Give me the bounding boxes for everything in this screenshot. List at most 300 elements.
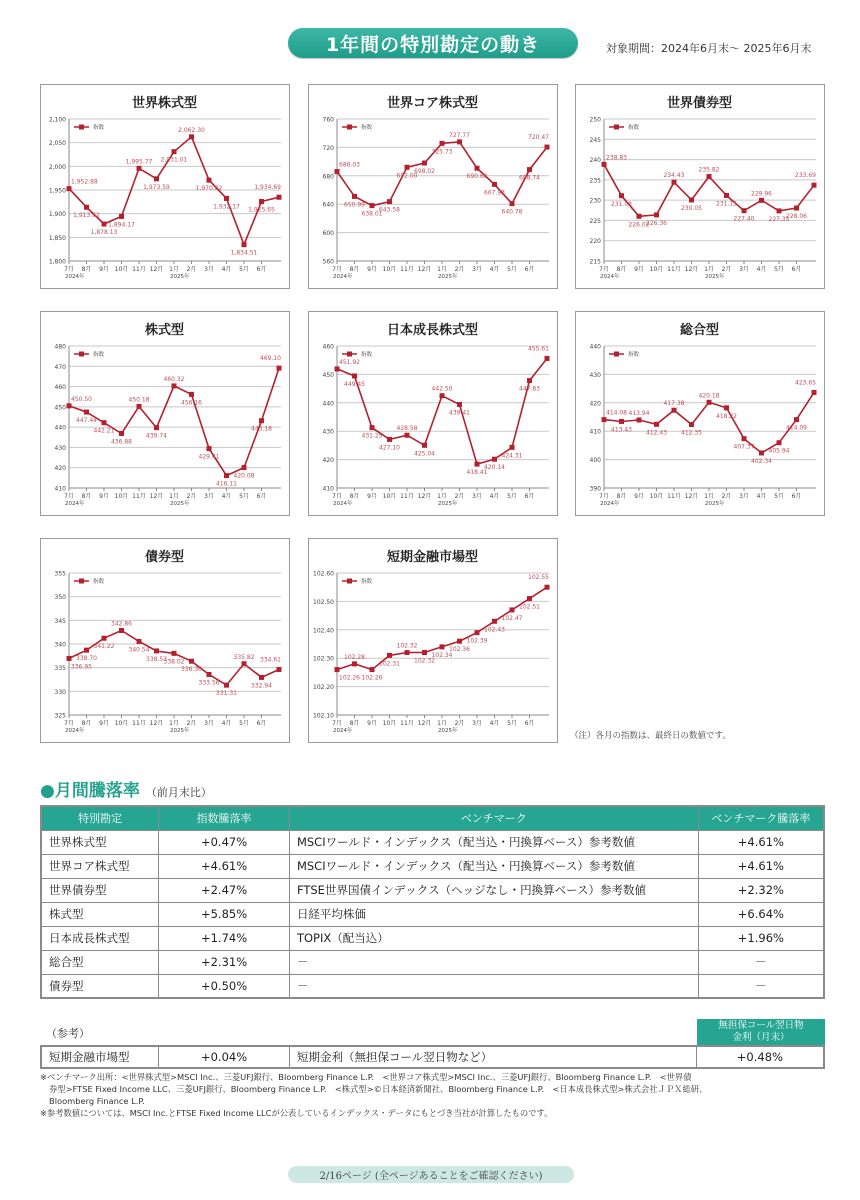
benchmark-name: － [289, 974, 698, 998]
y-tick-label: 560 [322, 258, 334, 266]
x-tick-label: 7月 [64, 493, 74, 500]
value-label: 424.31 [501, 452, 523, 460]
y-tick-label: 2,050 [48, 140, 66, 148]
value-label: 431.25 [361, 432, 383, 440]
data-point [224, 683, 229, 688]
table-row [41, 878, 824, 902]
svg-text:2025年: 2025年 [170, 274, 190, 280]
data-point [759, 450, 764, 455]
data-point [137, 166, 142, 171]
chart-title: 株式型 [144, 323, 185, 338]
value-label: 227.40 [733, 215, 755, 223]
y-tick-label: 450 [54, 404, 66, 412]
value-label: 235.82 [698, 166, 720, 174]
data-point [812, 390, 817, 395]
value-label: 451.92 [339, 358, 360, 366]
x-tick-label: 2月 [721, 493, 732, 500]
chart-note: （注）各月の指数は、最終日の数値です。 [570, 731, 731, 741]
value-label: 690.68 [466, 173, 488, 181]
fund-name: 債券型 [41, 974, 159, 998]
chart-world-equity [40, 84, 290, 289]
svg-text:2024年: 2024年 [333, 501, 353, 507]
y-tick-label: 102.40 [313, 627, 334, 635]
value-label: 229.96 [751, 190, 772, 198]
data-point [242, 242, 247, 247]
value-label: 640.78 [501, 208, 523, 216]
y-tick-label: 600 [322, 230, 334, 238]
data-point [277, 667, 282, 672]
data-point [457, 402, 462, 407]
x-tick-label: 11月 [667, 493, 681, 500]
benchmark-rate: － [698, 950, 824, 974]
reference-label: （参考） [46, 1027, 90, 1040]
x-tick-label: 7月 [332, 720, 342, 727]
x-tick-label: 11月 [400, 493, 414, 500]
data-point [689, 197, 694, 202]
benchmark-rate: +2.32% [698, 878, 824, 902]
value-label: 226.36 [646, 219, 667, 227]
x-tick-label: 9月 [99, 720, 109, 727]
value-label: 447.44 [76, 417, 97, 425]
data-point [207, 672, 212, 677]
x-tick-label: 12月 [684, 493, 699, 500]
data-point [527, 167, 532, 172]
fund-rate: +4.61% [159, 854, 290, 878]
x-tick-label: 1月 [437, 266, 447, 273]
chart-title: 世界株式型 [131, 96, 198, 111]
value-label: 342.86 [111, 620, 132, 628]
benchmark-name: 日経平均株価 [289, 902, 698, 926]
value-label: 1,894.17 [108, 221, 135, 229]
data-point [119, 628, 124, 633]
value-label: 429.41 [198, 453, 220, 461]
data-point [707, 174, 712, 179]
fund-name: 総合型 [41, 950, 159, 974]
benchmark-name: MSCIワールド・インデックス（配当込・円換算ベース）参考数値 [289, 854, 698, 878]
y-tick-label: 340 [54, 641, 66, 649]
value-label: 413.43 [611, 426, 632, 434]
y-tick-label: 680 [322, 173, 334, 181]
data-point [259, 199, 264, 204]
x-tick-label: 6月 [791, 493, 802, 500]
reference-header-line1: 無担保コール翌日物 [718, 1020, 804, 1031]
chart-title: 世界債券型 [666, 96, 733, 111]
x-tick-label: 4月 [756, 493, 767, 500]
chart-title: 短期金融市場型 [386, 550, 479, 565]
value-label: 102.26 [339, 674, 360, 682]
x-tick-label: 7月 [599, 266, 609, 273]
value-label: 102.32 [396, 642, 418, 650]
value-label: 338.53 [146, 655, 167, 663]
legend-label: 指数 [361, 352, 373, 358]
x-tick-label: 11月 [132, 266, 146, 273]
data-point [335, 366, 340, 371]
svg-text:2025年: 2025年 [438, 274, 458, 280]
line-chart-svg [576, 312, 823, 514]
y-tick-label: 410 [54, 485, 66, 493]
y-tick-label: 350 [54, 594, 66, 602]
data-point [724, 193, 729, 198]
table-header-row [41, 806, 824, 830]
table-row [41, 926, 824, 950]
value-label: 725.73 [431, 148, 453, 156]
x-tick-label: 3月 [739, 493, 749, 500]
x-tick-label: 2月 [454, 720, 465, 727]
value-label: 427.10 [379, 444, 400, 452]
y-tick-label: 450 [322, 371, 334, 379]
svg-text:2024年: 2024年 [600, 501, 620, 507]
chart-balanced [575, 311, 825, 516]
benchmark-name: TOPIX（配当込） [289, 926, 698, 950]
benchmark-rate: +6.64% [698, 902, 824, 926]
value-label: 102.55 [528, 574, 549, 582]
value-label: 102.51 [519, 603, 540, 611]
footnote-line: ※参考数値については、MSCI Inc.とFTSE Fixed Income LLCが公表しているインデックス・データにもとづき当社が計算したものです。 [40, 1108, 553, 1118]
data-point [742, 436, 747, 441]
svg-text:2024年: 2024年 [65, 501, 85, 507]
line-chart-svg [41, 85, 288, 287]
reference-table [40, 1045, 825, 1069]
benchmark-rate: +1.96% [698, 926, 824, 950]
legend-label: 指数 [93, 125, 105, 131]
value-label: 402.34 [751, 457, 772, 465]
data-point [387, 437, 392, 442]
x-tick-label: 12月 [417, 266, 432, 273]
svg-text:2024年: 2024年 [65, 728, 85, 734]
reference-header-line2: 金利（月末） [732, 1032, 790, 1043]
x-tick-label: 11月 [667, 266, 681, 273]
fund-name: 株式型 [41, 902, 159, 926]
footnote-line: ※ベンチマーク出所：<世界株式型>MSCI Inc.、三菱UFJ銀行、Bloomberg Finance L.P. <世界コア株式型>MSCI Inc.、三菱UFJ銀行、Bloomberg Finance L.P. <世界債 [40, 1072, 692, 1082]
value-label: 423.65 [795, 379, 816, 387]
x-tick-label: 11月 [132, 720, 146, 727]
value-label: 338.70 [76, 655, 97, 663]
value-label: 336.95 [71, 663, 92, 671]
chart-title: 世界コア株式型 [386, 96, 479, 111]
fund-name: 日本成長株式型 [41, 926, 159, 950]
value-label: 102.28 [344, 653, 365, 661]
chart-world-core-equity [308, 84, 558, 289]
legend-label: 指数 [361, 579, 373, 585]
value-label: 102.26 [361, 674, 383, 682]
x-tick-label: 4月 [489, 720, 500, 727]
x-tick-label: 12月 [417, 493, 432, 500]
x-tick-label: 3月 [204, 720, 214, 727]
svg-text:2025年: 2025年 [705, 274, 725, 280]
value-label: 1,995.77 [125, 158, 153, 166]
value-label: 698.02 [414, 168, 435, 176]
data-point [510, 607, 515, 612]
x-tick-label: 4月 [221, 266, 232, 273]
y-tick-label: 470 [54, 363, 66, 371]
x-tick-label: 10月 [649, 493, 664, 500]
fund-rate: +2.47% [159, 878, 290, 902]
y-tick-label: 440 [54, 424, 66, 432]
y-tick-label: 355 [54, 570, 66, 578]
footnote-line: Bloomberg Finance L.P. [49, 1096, 145, 1106]
y-tick-label: 102.60 [313, 570, 334, 578]
chart-world-bond [575, 84, 825, 289]
data-point [602, 162, 607, 167]
x-tick-label: 10月 [649, 266, 664, 273]
data-point [422, 443, 427, 448]
fund-name: 短期金融市場型 [41, 1046, 159, 1068]
x-tick-label: 3月 [472, 493, 482, 500]
value-label: 428.58 [396, 425, 418, 433]
y-tick-label: 225 [589, 217, 601, 225]
value-label: 456.16 [181, 399, 202, 407]
data-point [189, 134, 194, 139]
x-tick-label: 9月 [634, 493, 644, 500]
chart-bond [40, 538, 290, 743]
data-point [440, 393, 445, 398]
table-row [41, 950, 824, 974]
data-point [672, 408, 677, 413]
data-point [67, 403, 72, 408]
y-tick-label: 2,000 [48, 163, 66, 171]
value-label: 447.83 [519, 385, 540, 393]
fund-name: 世界コア株式型 [41, 854, 159, 878]
value-label: 643.58 [379, 206, 400, 214]
value-label: 1,932.17 [213, 203, 240, 211]
fund-rate: +5.85% [159, 902, 290, 926]
data-point [84, 205, 89, 210]
data-point [259, 675, 264, 680]
data-point [387, 653, 392, 658]
data-point [777, 440, 782, 445]
value-label: 231.15 [716, 200, 737, 208]
line-chart-svg [309, 85, 556, 287]
page-title: 1年間の特別勘定の動き [288, 28, 578, 58]
data-point [724, 405, 729, 410]
value-label: 1,878.13 [90, 229, 118, 237]
x-tick-label: 1月 [437, 720, 447, 727]
data-point [335, 169, 340, 174]
y-tick-label: 2,100 [48, 116, 66, 124]
y-tick-label: 760 [322, 116, 334, 124]
value-label: 405.94 [768, 447, 790, 455]
value-label: 412.43 [646, 429, 667, 437]
data-point [154, 648, 159, 653]
monthly-subtitle: （前月末比） [145, 786, 212, 799]
x-tick-label: 4月 [489, 266, 500, 273]
y-tick-label: 330 [54, 688, 66, 696]
x-tick-label: 8月 [349, 493, 360, 500]
y-tick-label: 420 [589, 400, 601, 408]
chart-equity [40, 311, 290, 516]
chart-money-market [308, 538, 558, 743]
data-point [277, 366, 282, 371]
data-point [137, 404, 142, 409]
value-label: 414.08 [606, 409, 627, 417]
value-label: 227.35 [768, 215, 790, 223]
data-point [510, 445, 515, 450]
y-tick-label: 1,900 [48, 211, 66, 219]
x-tick-label: 3月 [472, 720, 482, 727]
data-point [405, 165, 410, 170]
benchmark-name: FTSE世界国債インデックス（ヘッジなし・円換算ベース）参考数値 [289, 878, 698, 902]
legend-label: 指数 [628, 125, 640, 131]
fund-rate: +0.04% [159, 1046, 290, 1068]
x-tick-label: 1月 [704, 266, 714, 273]
x-tick-label: 8月 [349, 720, 360, 727]
value-label: 439.41 [449, 409, 470, 417]
x-tick-label: 10月 [382, 266, 397, 273]
value-label: 228.06 [786, 213, 807, 221]
data-point [189, 392, 194, 397]
data-point [689, 422, 694, 427]
x-tick-label: 11月 [132, 493, 146, 500]
data-point [812, 183, 817, 188]
value-label: 1,834.51 [230, 249, 258, 257]
value-label: 1,952.88 [71, 178, 98, 186]
y-tick-label: 235 [589, 177, 601, 185]
x-tick-label: 6月 [256, 266, 267, 273]
data-point [707, 400, 712, 405]
x-tick-label: 8月 [81, 266, 92, 273]
y-tick-label: 430 [322, 428, 334, 436]
y-tick-label: 1,950 [48, 187, 66, 195]
y-tick-label: 335 [54, 665, 66, 673]
x-tick-label: 2月 [454, 493, 465, 500]
value-label: 341.22 [93, 643, 115, 651]
header-benchmark-rate: ベンチマーク騰落率 [698, 806, 824, 830]
data-point [794, 206, 799, 211]
y-tick-label: 420 [54, 465, 66, 473]
value-label: 226.02 [628, 221, 650, 229]
chart-title: 債券型 [144, 550, 185, 565]
value-label: 420.08 [233, 472, 255, 480]
x-tick-label: 10月 [114, 720, 129, 727]
y-tick-label: 460 [54, 384, 66, 392]
value-label: 234.43 [663, 172, 685, 180]
x-tick-label: 7月 [64, 266, 74, 273]
data-point [777, 208, 782, 213]
x-tick-label: 5月 [239, 493, 249, 500]
table-row [41, 854, 824, 878]
x-tick-label: 5月 [239, 266, 249, 273]
x-tick-label: 2月 [186, 266, 197, 273]
x-tick-label: 8月 [81, 493, 92, 500]
value-label: 450.50 [71, 395, 92, 403]
value-label: 413.94 [628, 410, 650, 418]
x-tick-label: 10月 [114, 266, 129, 273]
y-tick-label: 410 [589, 428, 601, 436]
x-tick-label: 5月 [507, 266, 517, 273]
period-label: 対象期間：2024年6月末～ 2025年6月末 [606, 42, 812, 55]
x-tick-label: 4月 [756, 266, 767, 273]
value-label: 412.35 [681, 429, 702, 437]
data-point [405, 433, 410, 438]
value-label: 333.56 [198, 679, 220, 687]
table-row [41, 1046, 824, 1068]
data-point [352, 194, 357, 199]
x-tick-label: 12月 [417, 720, 432, 727]
x-tick-label: 12月 [149, 720, 164, 727]
value-label: 418.22 [716, 412, 737, 420]
data-point [172, 383, 177, 388]
fund-rate: +0.50% [159, 974, 290, 998]
table-row [41, 830, 824, 854]
x-tick-label: 3月 [739, 266, 749, 273]
y-tick-label: 240 [589, 157, 601, 165]
x-tick-label: 11月 [400, 266, 414, 273]
fund-rate: +2.31% [159, 950, 290, 974]
header-fund: 特別勘定 [41, 806, 159, 830]
data-point [119, 214, 124, 219]
x-tick-label: 12月 [149, 266, 164, 273]
data-point [370, 667, 375, 672]
value-label: 332.94 [251, 682, 272, 690]
data-point [637, 418, 642, 423]
x-tick-label: 2月 [721, 266, 732, 273]
value-label: 102.47 [501, 614, 523, 622]
value-label: 455.61 [528, 345, 549, 353]
x-tick-label: 8月 [349, 266, 360, 273]
data-point [742, 208, 747, 213]
data-point [759, 198, 764, 203]
data-point [545, 145, 550, 150]
x-tick-label: 5月 [239, 720, 249, 727]
y-tick-label: 245 [589, 136, 601, 144]
x-tick-label: 7月 [64, 720, 74, 727]
data-point [259, 418, 264, 423]
data-point [527, 596, 532, 601]
svg-text:2025年: 2025年 [170, 728, 190, 734]
value-label: 720.47 [528, 134, 549, 142]
x-tick-label: 10月 [382, 720, 397, 727]
value-label: 331.31 [216, 690, 237, 698]
data-point [475, 462, 480, 467]
data-point [154, 176, 159, 181]
y-tick-label: 640 [322, 201, 334, 209]
value-label: 102.39 [466, 637, 488, 645]
value-label: 436.88 [111, 438, 132, 446]
data-point [492, 619, 497, 624]
data-point [422, 650, 427, 655]
value-label: 420.18 [698, 392, 720, 400]
y-tick-label: 345 [54, 617, 66, 625]
value-label: 407.37 [733, 443, 755, 451]
y-tick-label: 325 [54, 712, 66, 720]
x-tick-label: 6月 [524, 266, 535, 273]
value-label: 449.45 [344, 380, 365, 388]
x-tick-label: 8月 [81, 720, 92, 727]
x-tick-label: 6月 [524, 720, 535, 727]
value-label: 416.11 [216, 480, 237, 488]
line-chart-svg [309, 539, 556, 741]
x-tick-label: 6月 [256, 493, 267, 500]
x-tick-label: 1月 [169, 266, 179, 273]
data-point [277, 195, 282, 200]
value-label: 417.38 [663, 400, 685, 408]
value-label: 102.43 [484, 626, 505, 634]
x-tick-label: 2月 [186, 720, 197, 727]
data-point [67, 186, 72, 191]
y-tick-label: 440 [589, 343, 601, 351]
x-tick-label: 3月 [204, 493, 214, 500]
data-point [370, 425, 375, 430]
x-tick-label: 7月 [332, 493, 342, 500]
y-tick-label: 1,800 [48, 258, 66, 266]
value-label: 1,934.69 [254, 184, 281, 192]
data-point [84, 648, 89, 653]
x-tick-label: 9月 [634, 266, 644, 273]
data-point [545, 356, 550, 361]
data-point [102, 420, 107, 425]
y-tick-label: 430 [54, 444, 66, 452]
data-point [527, 378, 532, 383]
